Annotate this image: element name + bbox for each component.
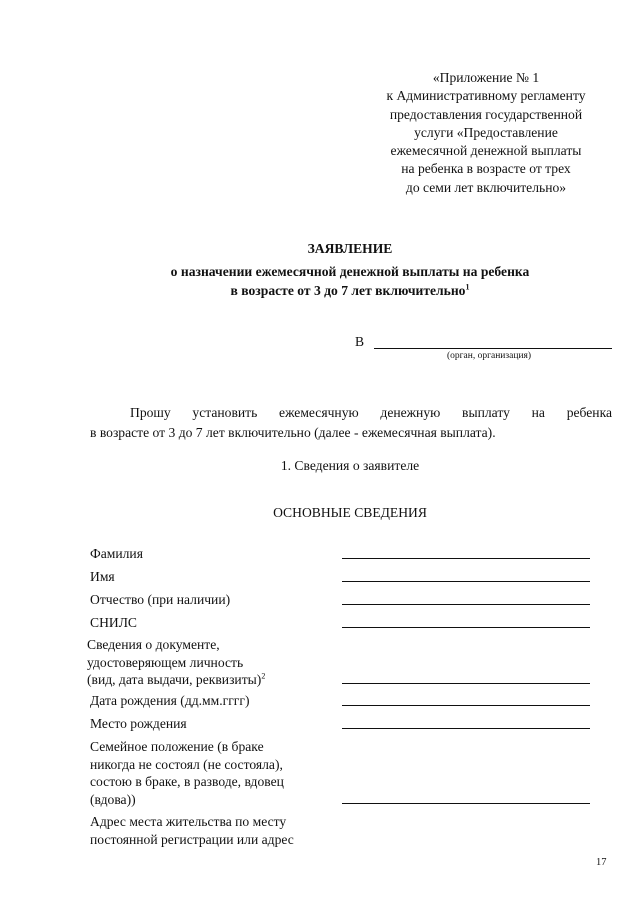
name-label: Имя [90,569,115,584]
surname-field[interactable] [342,558,590,559]
snils-label: СНИЛС [90,615,137,630]
identity-document-label-line: удостоверяющем личность [87,654,244,670]
surname-label: Фамилия [90,546,143,561]
appendix-line: до семи лет включительно» [405,179,567,195]
snils-field[interactable] [342,627,590,628]
document-subtitle-line2 [0,283,640,299]
birth-date-field[interactable] [342,705,590,706]
family-status-label-line: Семейное положение (в браке [90,739,264,754]
document-heading: ЗАЯВЛЕНИЕ [307,241,393,256]
appendix-line: к Административному регламенту [386,88,586,104]
family-status-label-line: состою в браке, в разводе, вдовец [90,774,284,789]
section-title: 1. Сведения о заявителе [280,458,420,473]
patronymic-label: Отчество (при наличии) [90,592,231,607]
addressee-input-line[interactable] [374,348,612,349]
appendix-note [360,69,612,197]
identity-document-label-line [87,671,327,689]
section-subtitle: ОСНОВНЫЕ СВЕДЕНИЯ [273,505,427,520]
appendix-line: услуги «Предоставление [414,124,558,140]
footnote-marker: 2 [261,671,266,681]
name-field[interactable] [342,581,590,582]
subtitle-text: в возрасте от 3 до 7 лет включительно [230,283,466,298]
identity-document-label [87,636,327,689]
address-label [90,813,330,848]
addressee-hint: (орган, организация) [447,351,532,361]
appendix-line: на ребенка в возрасте от трех [401,161,571,177]
address-label-line: Адрес места жительства по месту [90,814,287,829]
request-text-line1: Прошу установить ежемесячную денежную выплату на ребенка [130,405,612,420]
family-status-label [90,738,330,808]
page-number: 17 [596,857,607,868]
birth-place-field[interactable] [342,728,590,729]
family-status-label-line: (вдова)) [90,791,136,807]
patronymic-field[interactable] [342,604,590,605]
birth-date-label: Дата рождения (дд.мм.гггг) [90,693,250,708]
family-status-label-line: никогда не состоял (не состояла), [90,756,283,772]
appendix-line: «Приложение № 1 [432,70,540,85]
footnote-marker: 1 [465,282,470,292]
appendix-line: предоставления государственной [389,106,583,122]
family-status-field[interactable] [342,803,590,804]
document-subtitle-line1: о назначении ежемесячной денежной выплаты на ребенка [170,264,530,279]
identity-document-label-line: Сведения о документе, [87,637,220,652]
identity-document-label-text: (вид, дата выдачи, реквизиты) [87,672,262,687]
birth-place-label: Место рождения [90,716,187,731]
address-label-line: постоянной регистрации или адрес [90,831,294,847]
addressee-label: В [355,334,365,349]
request-text-line2: в возрасте от 3 до 7 лет включительно (далее - ежемесячная выплата). [90,425,496,440]
appendix-line: ежемесячной денежной выплаты [390,143,582,159]
identity-document-field[interactable] [342,683,590,684]
